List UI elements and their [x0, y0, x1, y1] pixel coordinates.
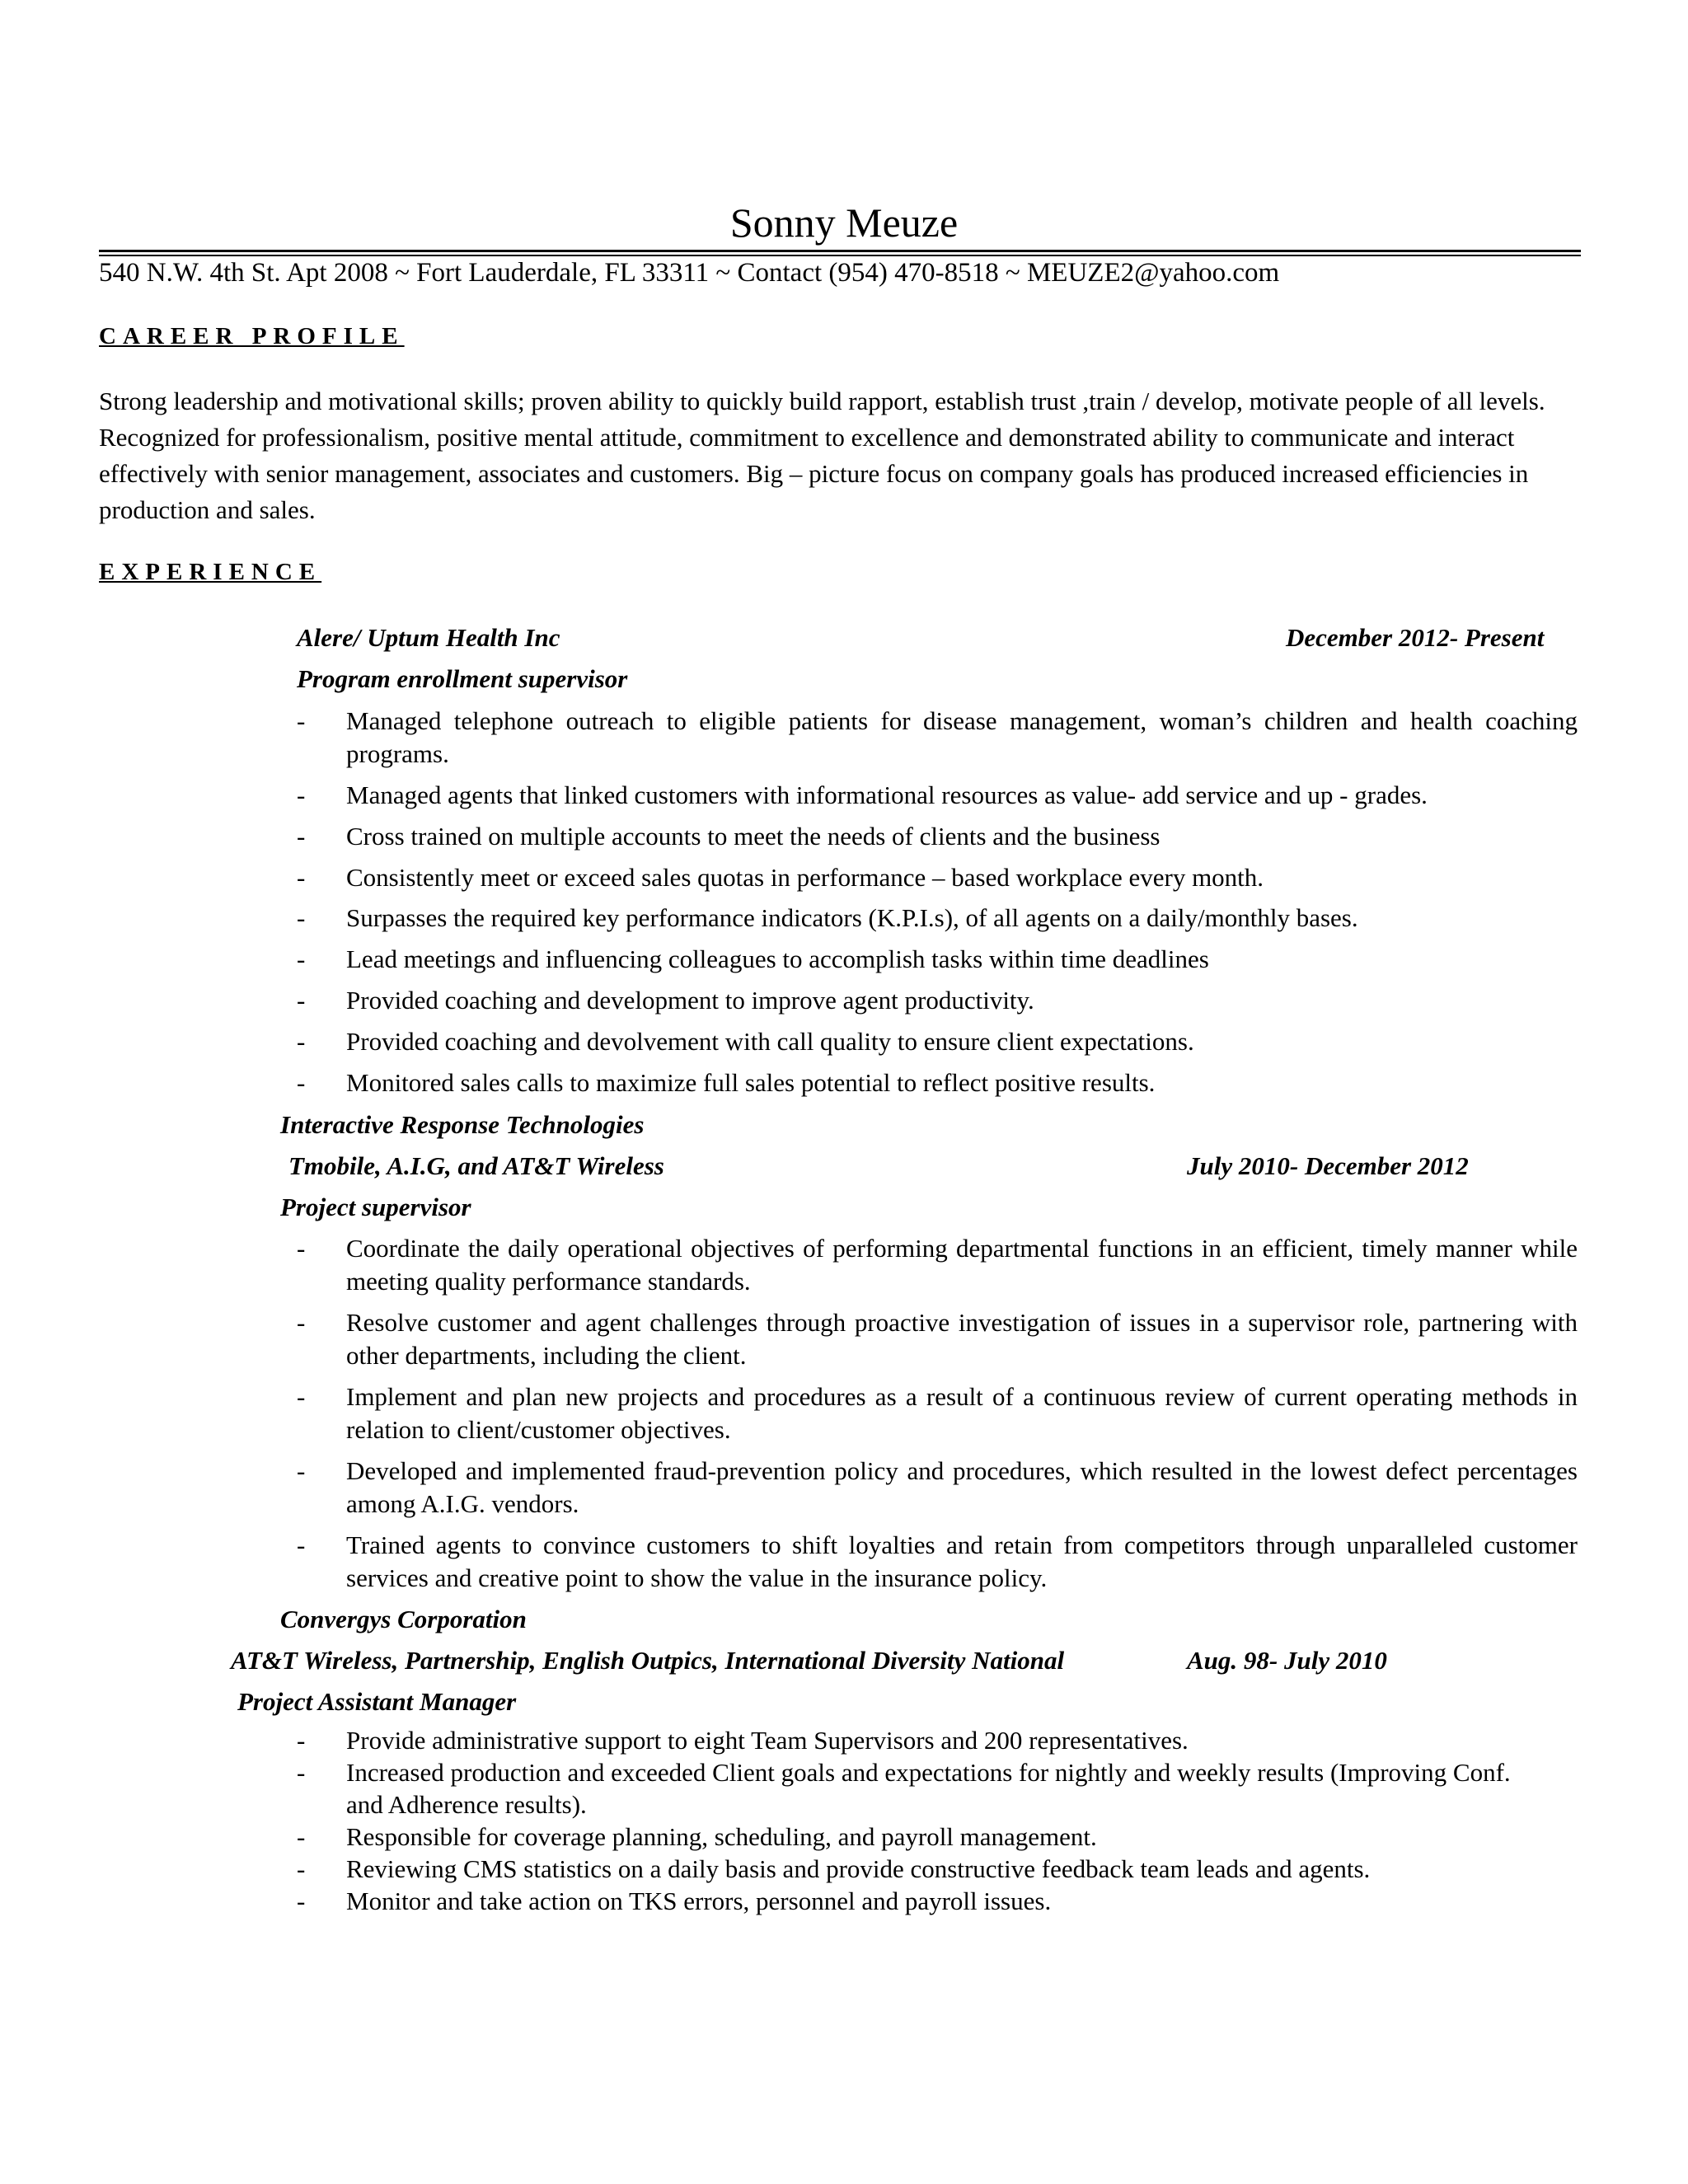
job-dates: July 2010- December 2012 [1187, 1151, 1469, 1180]
bullet-dash: - [297, 1822, 306, 1851]
list-item: Monitor and take action on TKS errors, personnel and payroll issues. [346, 1886, 1052, 1915]
list-item: Coordinate the daily operational objectives of performing departmental functions in an efficient, timely manner while meeting quality performance standards. [346, 1234, 1578, 1296]
list-item: Surpasses the required key performance indicators (K.P.I.s), of all agents on a daily/monthly bases. [346, 903, 1358, 932]
bullet-dash: - [297, 1068, 306, 1097]
list-item: Consistently meet or exceed sales quotas in performance – based workplace every month. [346, 863, 1264, 892]
job-dates: December 2012- Present [1286, 623, 1545, 652]
list-item: Reviewing CMS statistics on a daily basis and provide constructive feedback team leads and agents. [346, 1854, 1371, 1883]
job-title: Program enrollment supervisor [297, 664, 628, 693]
list-item: Developed and implemented fraud-prevention policy and procedures, which resulted in the lowest defect percentages among A.I.G. vendors. [346, 1456, 1578, 1518]
job-clients: Tmobile, A.I.G, and AT&T Wireless [288, 1151, 664, 1180]
list-item: Provided coaching and development to improve agent productivity. [346, 986, 1034, 1015]
bullet-dash: - [297, 1854, 306, 1883]
bullet-dash: - [297, 1886, 306, 1915]
job-clients: AT&T Wireless, Partnership, English Outpics, International Diversity National [231, 1646, 1065, 1675]
bullet-dash: - [297, 1456, 306, 1485]
list-item: Provided coaching and devolvement with call quality to ensure client expectations. [346, 1027, 1194, 1056]
job-title: Project supervisor [280, 1193, 471, 1221]
bullet-dash: - [297, 1726, 306, 1755]
bullet-dash: - [297, 1382, 306, 1411]
job-title: Project Assistant Manager [237, 1687, 517, 1716]
bullet-dash: - [297, 1308, 306, 1337]
job-company: Convergys Corporation [280, 1605, 527, 1633]
bullet-dash: - [297, 780, 306, 809]
contact-line: 540 N.W. 4th St. Apt 2008 ~ Fort Lauderdale, FL 33311 ~ Contact (954) 470-8518 ~ MEUZE2@yahoo.com [99, 258, 1280, 288]
job-company: Alere/ Uptum Health Inc [297, 623, 560, 652]
career-profile-text: Strong leadership and motivational skills; proven ability to quickly build rapport, establish trust ,train / develop, motivate people of all levels. Recognized for professionalism, positive mental attitude, commitment to excellence and demonstrated ability to communicate and interact effectively with senior management, associates and customers. Big – picture focus on company goals has produced increased efficiencies in production and sales. [99, 387, 1545, 524]
bullet-dash: - [297, 944, 306, 973]
job-dates: Aug. 98- July 2010 [1187, 1646, 1387, 1675]
experience-heading: EXPERIENCE [99, 559, 322, 585]
bullet-dash: - [297, 822, 306, 851]
list-item: Managed telephone outreach to eligible patients for disease management, woman’s children and health coaching programs. [346, 706, 1578, 768]
job-company: Interactive Response Technologies [280, 1110, 645, 1139]
bullet-dash: - [297, 1027, 306, 1056]
list-item: Monitored sales calls to maximize full sales potential to reflect positive results. [346, 1068, 1156, 1097]
list-item: Resolve customer and agent challenges through proactive investigation of issues in a supervisor role, partnering with other departments, including the client. [346, 1308, 1578, 1370]
bullet-dash: - [297, 986, 306, 1015]
bullet-dash: - [297, 1758, 306, 1787]
list-item: Trained agents to convince customers to shift loyalties and retain from competitors through unparalleled customer services and creative point to show the value in the insurance policy. [346, 1530, 1578, 1592]
bullet-dash: - [297, 1530, 306, 1559]
candidate-name: Sonny Meuze [729, 199, 959, 246]
list-item: Increased production and exceeded Client goals and expectations for nightly and weekly results (Improving Conf. and Adherence results). [346, 1758, 1511, 1819]
bullet-dash: - [297, 863, 306, 892]
list-item: Provide administrative support to eight Team Supervisors and 200 representatives. [346, 1726, 1189, 1755]
list-item: Managed agents that linked customers with informational resources as value- add service and up - grades. [346, 780, 1428, 809]
list-item: Responsible for coverage planning, scheduling, and payroll management. [346, 1822, 1097, 1851]
list-item: Implement and plan new projects and procedures as a result of a continuous review of current operating methods in relation to client/customer objectives. [346, 1382, 1578, 1444]
list-item: Cross trained on multiple accounts to meet the needs of clients and the business [346, 822, 1160, 851]
bullet-dash: - [297, 903, 306, 932]
bullet-dash: - [297, 706, 306, 735]
header-rule-thick [99, 250, 1581, 252]
career-profile-heading: CAREER PROFILE [99, 323, 405, 349]
list-item: Lead meetings and influencing colleagues to accomplish tasks within time deadlines [346, 944, 1209, 973]
bullet-dash: - [297, 1234, 306, 1263]
